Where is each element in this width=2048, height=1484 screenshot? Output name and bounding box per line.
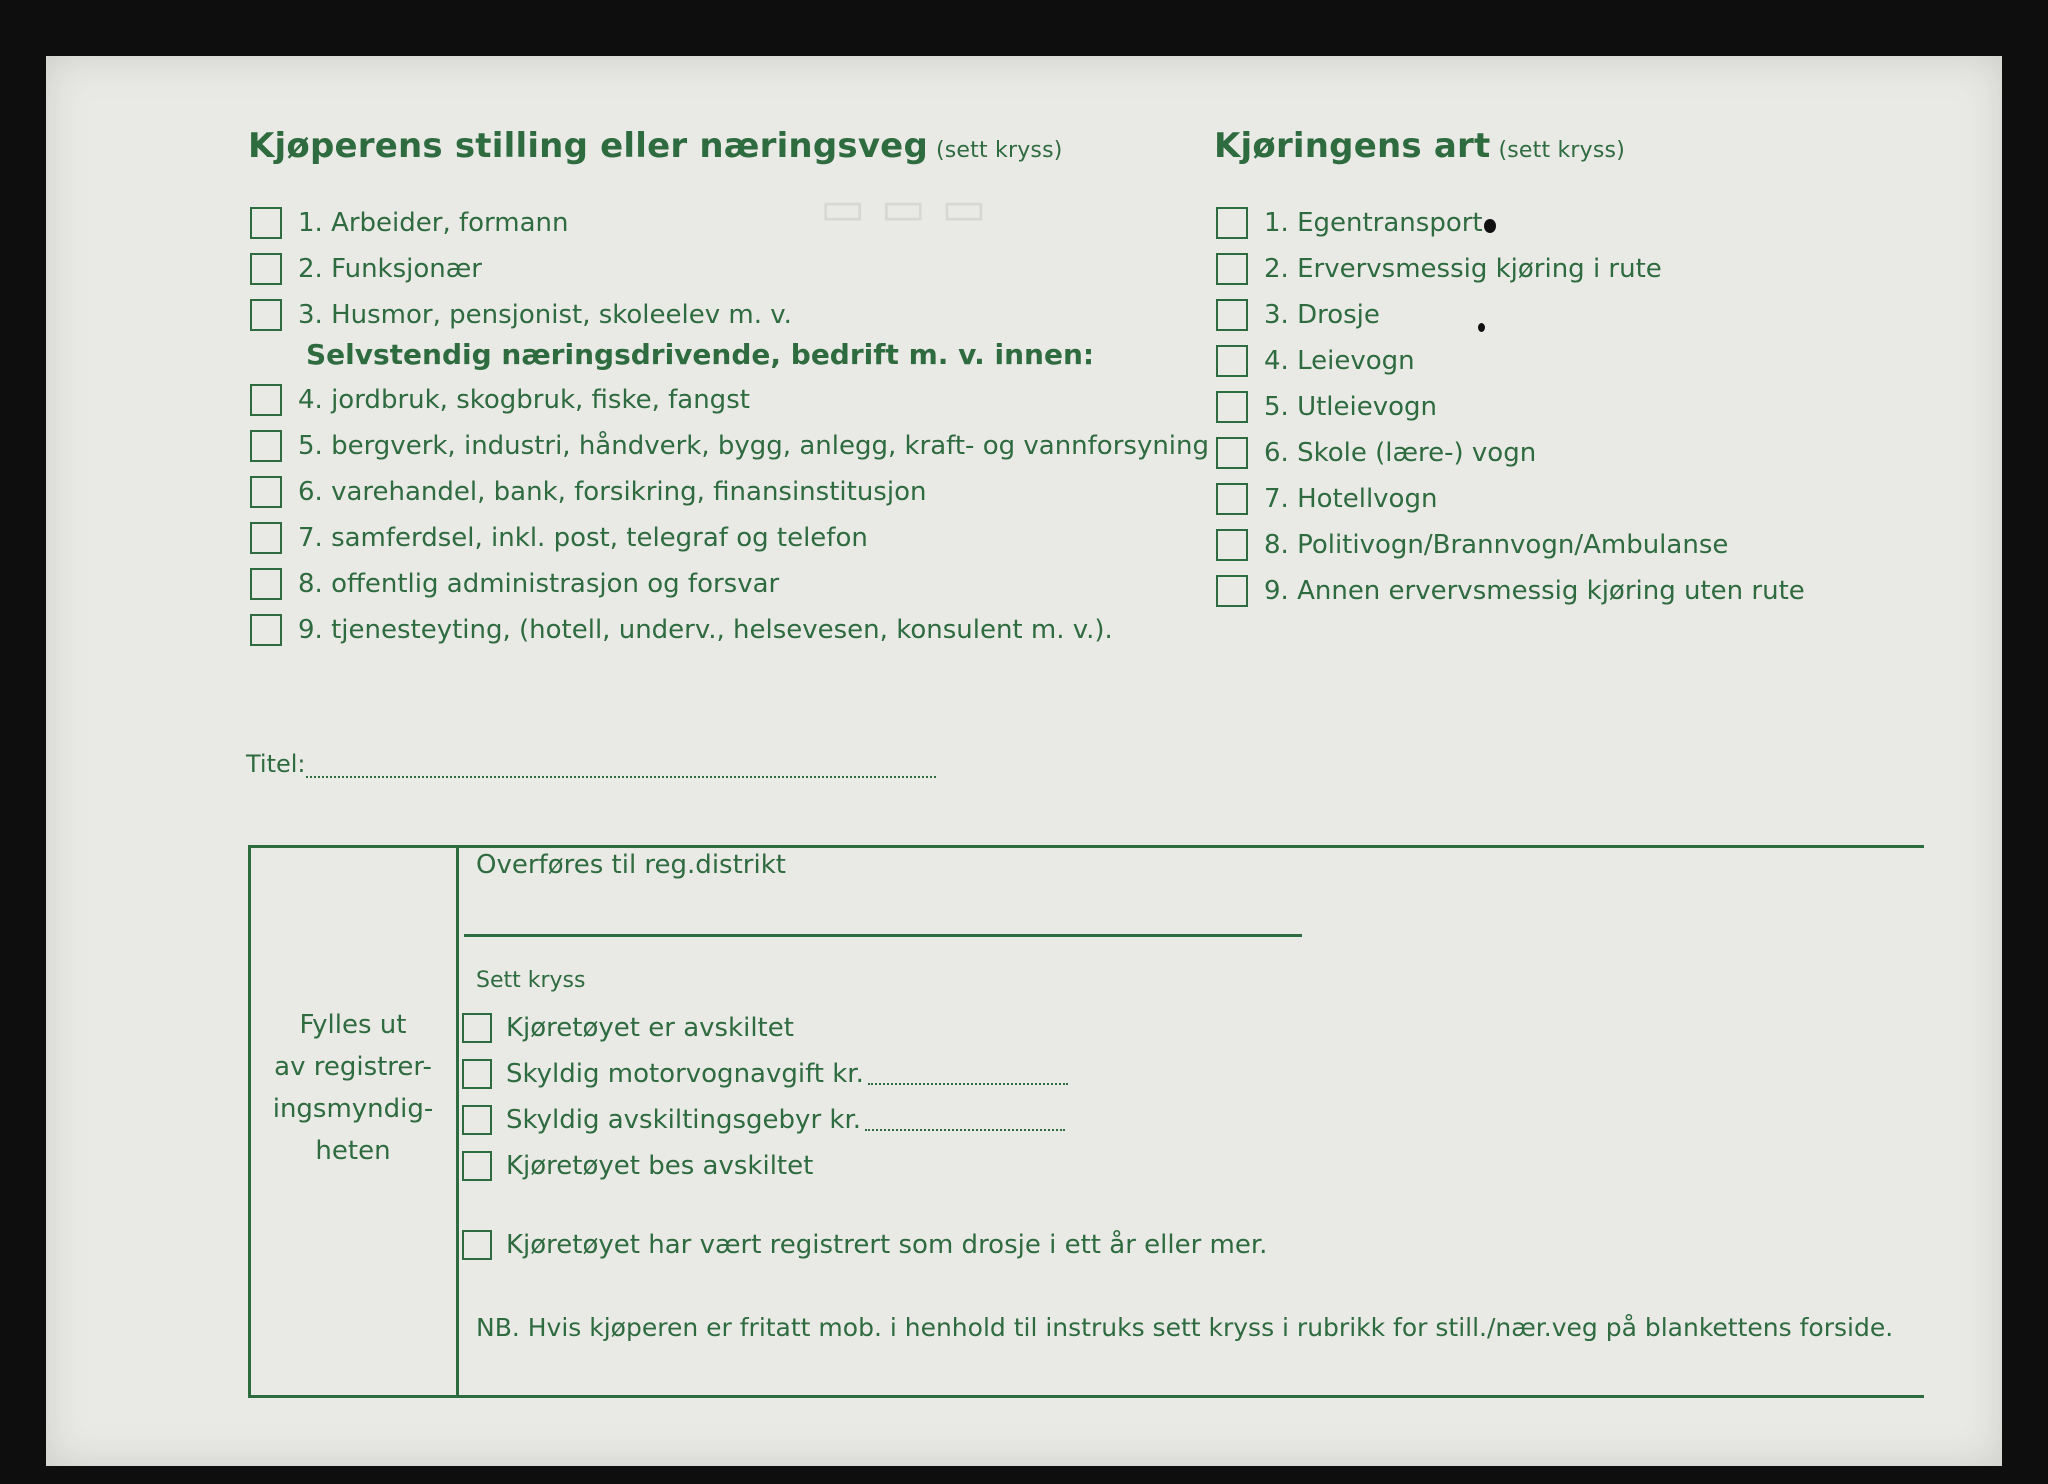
checkbox[interactable] xyxy=(250,253,282,285)
occupation-option[interactable]: 5. bergverk, industri, håndverk, bygg, anlegg, kraft- og vannforsyning xyxy=(250,423,1209,469)
checkbox[interactable] xyxy=(462,1151,492,1181)
registry-check-option[interactable]: Skyldig motorvognavgift kr. xyxy=(462,1051,1068,1097)
checkbox[interactable] xyxy=(1216,207,1248,239)
titel-label: Titel: xyxy=(246,750,306,778)
checkbox[interactable] xyxy=(1216,575,1248,607)
titel-row xyxy=(246,750,936,778)
checkbox[interactable] xyxy=(250,614,282,646)
registry-checks xyxy=(462,1005,1068,1189)
buyer-occupation-heading xyxy=(248,126,1063,166)
driving-type-heading xyxy=(1214,126,1625,166)
checkbox[interactable] xyxy=(1216,529,1248,561)
driving-type-option[interactable]: 5. Utleievogn xyxy=(1216,384,1805,430)
checkbox[interactable] xyxy=(250,299,282,331)
driving-type-option[interactable]: 9. Annen ervervsmessig kjøring uten rute xyxy=(1216,568,1805,614)
driving-type-option[interactable]: 7. Hotellvogn xyxy=(1216,476,1805,522)
registry-side-label: Fylles ut av registrer- ingsmyndig- heten xyxy=(272,1010,434,1166)
checkbox[interactable] xyxy=(250,522,282,554)
checkbox[interactable] xyxy=(1216,483,1248,515)
driving-type-option[interactable]: 3. Drosje xyxy=(1216,292,1805,338)
sett-kryss-label: Sett kryss xyxy=(476,968,586,993)
ink-speck xyxy=(1478,323,1485,332)
occupation-option[interactable]: 2. Funksjonær xyxy=(250,246,792,292)
driving-type-note: (sett kryss) xyxy=(1498,138,1625,163)
checkbox[interactable] xyxy=(462,1059,492,1089)
occupation-option[interactable]: 1. Arbeider, formann xyxy=(250,200,792,246)
occupation-option[interactable]: 3. Husmor, pensjonist, skoleelev m. v. xyxy=(250,292,792,338)
amount-line[interactable] xyxy=(865,1109,1065,1131)
driving-type-option[interactable]: 1. Egentransport xyxy=(1216,200,1805,246)
driving-type-option[interactable]: 6. Skole (lære-) vogn xyxy=(1216,430,1805,476)
show-through: ▭ ▭ ▭ xyxy=(820,180,987,236)
occupation-option[interactable]: 7. samferdsel, inkl. post, telegraf og telefon xyxy=(250,515,1209,561)
occupation-option[interactable]: 4. jordbruk, skogbruk, fiske, fangst xyxy=(250,377,1209,423)
checkbox[interactable] xyxy=(250,384,282,416)
driving-type-option[interactable]: 4. Leievogn xyxy=(1216,338,1805,384)
occupation-option[interactable]: 9. tjenesteyting, (hotell, underv., helsevesen, konsulent m. v.). xyxy=(250,607,1209,653)
driving-type-title: Kjøringens art xyxy=(1214,126,1491,166)
ink-speck xyxy=(1484,219,1496,233)
occupation-option[interactable]: 8. offentlig administrasjon og forsvar xyxy=(250,561,1209,607)
registry-check-option[interactable]: Kjøretøyet er avskiltet xyxy=(462,1005,1068,1051)
occupation-option[interactable]: 6. varehandel, bank, forsikring, finansinstitusjon xyxy=(250,469,1209,515)
checkbox[interactable] xyxy=(1216,299,1248,331)
self-employed-subheading: Selvstendig næringsdrivende, bedrift m. v. innen: xyxy=(306,338,1095,371)
checkbox[interactable] xyxy=(462,1105,492,1135)
checkbox[interactable] xyxy=(1216,391,1248,423)
checkbox[interactable] xyxy=(1216,345,1248,377)
drosje-check-option[interactable]: Kjøretøyet har vært registrert som drosje i ett år eller mer. xyxy=(462,1222,1267,1268)
registry-check-option[interactable]: Skyldig avskiltingsgebyr kr. xyxy=(462,1097,1068,1143)
checkbox[interactable] xyxy=(250,430,282,462)
buyer-occupation-title: Kjøperens stilling eller næringsveg xyxy=(248,126,928,166)
checkbox[interactable] xyxy=(250,476,282,508)
checkbox[interactable] xyxy=(1216,437,1248,469)
registry-check-option[interactable]: Kjøretøyet bes avskiltet xyxy=(462,1143,1068,1189)
nb-note: NB. Hvis kjøperen er fritatt mob. i henhold til instruks sett kryss i rubrikk for still./nær.veg på blankettens forside. xyxy=(476,1313,1894,1342)
checkbox[interactable] xyxy=(1216,253,1248,285)
transfer-label: Overføres til reg.distrikt xyxy=(476,850,786,880)
driving-type-list xyxy=(1216,200,1805,614)
titel-input-line[interactable] xyxy=(306,754,936,778)
buyer-occupation-note: (sett kryss) xyxy=(935,138,1063,163)
buyer-occupation-list-a xyxy=(250,200,792,338)
transfer-line[interactable] xyxy=(464,934,1302,937)
registry-divider xyxy=(456,845,459,1398)
checkbox[interactable] xyxy=(462,1013,492,1043)
checkbox[interactable] xyxy=(250,207,282,239)
amount-line[interactable] xyxy=(868,1063,1068,1085)
buyer-occupation-list-b xyxy=(250,377,1209,653)
driving-type-option[interactable]: 8. Politivogn/Brannvogn/Ambulanse xyxy=(1216,522,1805,568)
checkbox[interactable] xyxy=(250,568,282,600)
checkbox[interactable] xyxy=(462,1230,492,1260)
driving-type-option[interactable]: 2. Ervervsmessig kjøring i rute xyxy=(1216,246,1805,292)
